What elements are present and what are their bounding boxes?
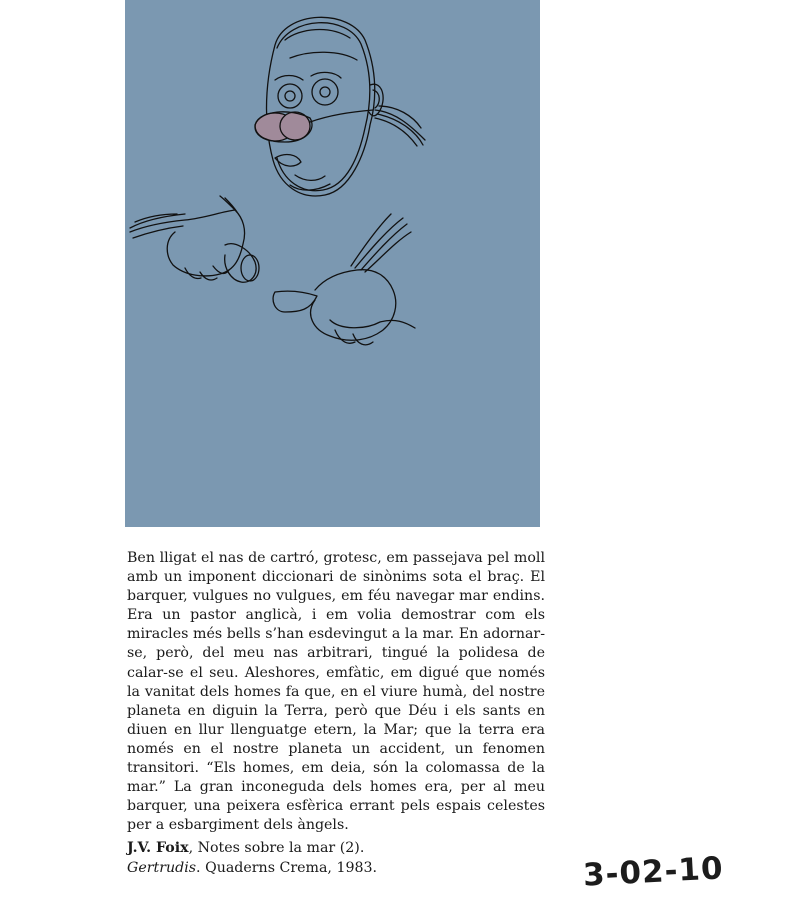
collection-title: Gertrudis xyxy=(127,860,197,876)
citation-line-2 xyxy=(127,858,547,878)
right-hand xyxy=(311,270,396,341)
head-outline xyxy=(267,17,375,196)
handwritten-date: 3-02-10 xyxy=(582,850,725,894)
illustration xyxy=(125,0,540,527)
work-title: , Notes sobre la mar (2). xyxy=(188,840,365,856)
publisher: . Quaderns Crema, 1983. xyxy=(196,860,378,876)
citation xyxy=(127,838,547,878)
citation-line-1 xyxy=(127,838,547,858)
body-text: Ben lligat el nas de cartró, grotesc, em passejava pel moll amb un imponent diccionari de sinònims sota el braç. El barquer, vulgues no vulgues, em féu navegar mar endins. Era un pastor anglicà, i em volia demostrar com els miracles més bells s’han esdevingut a la mar. En adornar-se, però, del meu nas arbitrari, tingué la polidesa de calar-se el seu. Aleshores, emfàtic, em digué que només la vanitat dels homes fa que, en el viure humà, del nostre planeta en diguin la Terra, però que Déu i els sants en diuen en llur llenguatge etern, la Mar; que la terra era només en el nostre planeta un accident, un fenomen transitori. “Els homes, em deia, són la colomassa de la mar.” La gran inconeguda dels homes era, per al meu barquer, una peixera esfèrica errant pels espais celestes per a esbargiment dels àngels. xyxy=(127,550,545,834)
clown-sketch xyxy=(125,0,540,527)
left-hand xyxy=(130,210,245,276)
author-name: J.V. Foix xyxy=(127,840,189,856)
